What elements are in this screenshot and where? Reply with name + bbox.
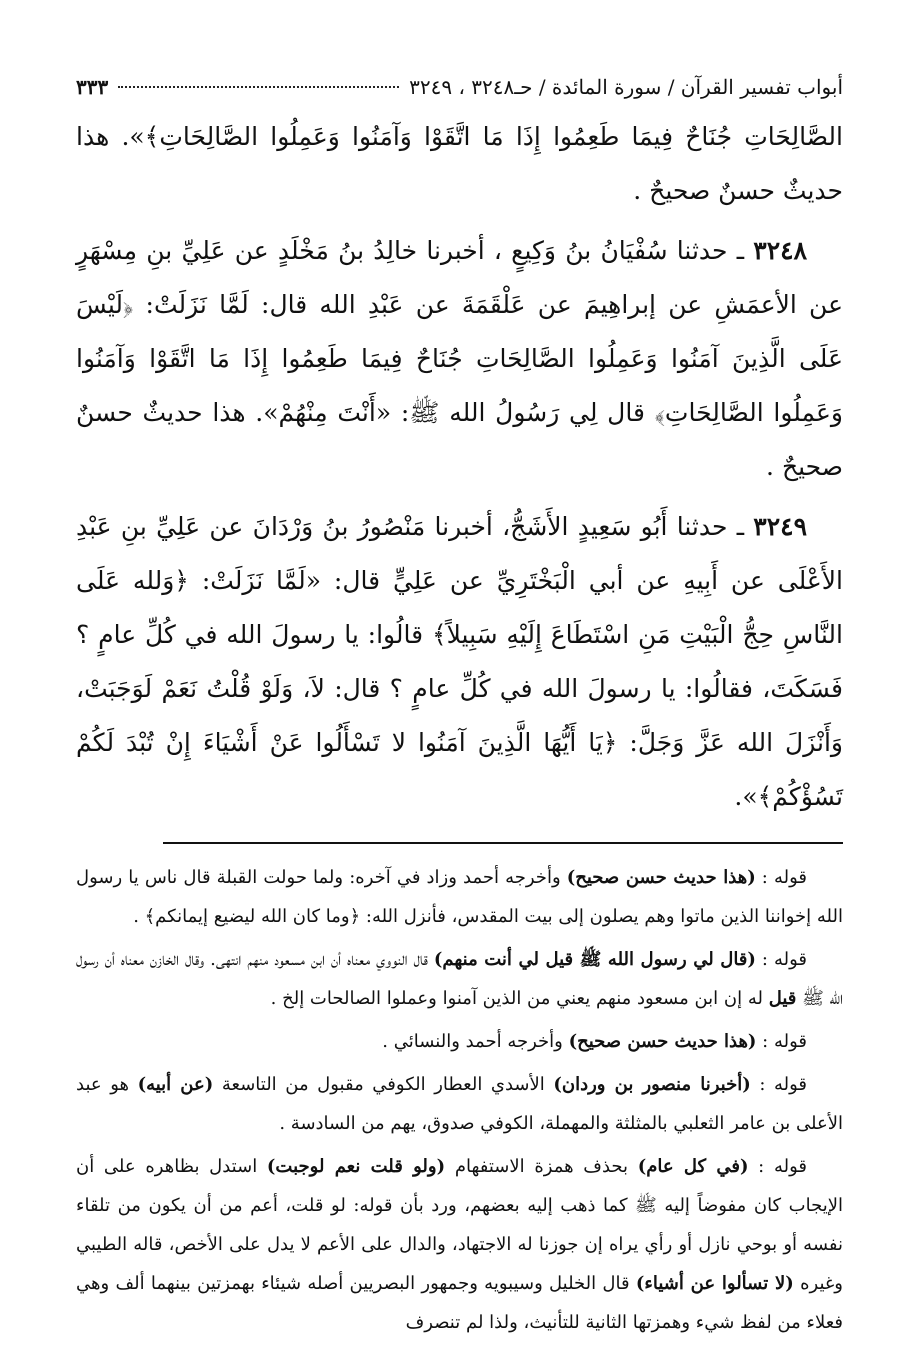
note-text: قال النووي معناه أن ابن مسعود منهم انتهى. وقال الخازن معناه أن رسول الله ﷺ: [76, 949, 843, 1009]
hadith-number: ٣٢٤٨: [753, 236, 807, 265]
commentary-note-4: [76, 1065, 843, 1143]
running-header: [76, 72, 843, 106]
commentary-note-2: [76, 940, 843, 1018]
page-number: ٣٣٣: [76, 75, 109, 99]
note-quote: (قال لي رسول الله ﷺ قيل لي أنت منهم): [433, 949, 756, 970]
commentary-note-1: [76, 858, 843, 936]
commentary-note-5: [76, 1147, 843, 1342]
note-lead: قوله :: [755, 867, 808, 888]
note-text: بحذف همزة الاستفهام: [445, 1156, 638, 1177]
hadith-number: ٣٢٤٩: [753, 512, 807, 541]
note-quote: (في كل عام): [637, 1156, 749, 1177]
note-lead: قوله :: [748, 1156, 807, 1177]
note-text: وأخرجه أحمد والنسائي .: [382, 1031, 569, 1052]
note-lead: قوله :: [756, 1031, 807, 1052]
note-text: استدل بظاهره على أن الإيجاب كان مفوضاً إليه ﷺ كما ذهب إليه بعضهم، ورد بأن قوله: لو قلت، أعم من أن يكون من تلقاء نفسه أو بوحي نازل أو رأي يراه إن جوزنا له الاجتهاد، والدال على الأعم لا يدل على الأخص، قاله الطيبي وغيره: [76, 1156, 843, 1294]
note-text: الأسدي العطار الكوفي مقبول من التاسعة: [213, 1074, 554, 1095]
note-quote: (هذا حديث حسن صحيح): [568, 1031, 757, 1052]
note-quote: (هذا حديث حسن صحيح): [566, 867, 756, 888]
note-quote: قيل: [768, 988, 797, 1009]
footnote-divider: [163, 842, 843, 844]
note-text: قال الخليل وسيبويه وجمهور البصريين أصله شيئاء بهمزتين بينهما ألف وهي فعلاء من لفظ شيء وهمزتها الثانية للتأنيث، ولذا لم تنصرف: [76, 1273, 843, 1333]
header-dot-leader: [118, 84, 399, 88]
hadith-text: ـ حدثنا سُفْيَانُ بنُ وَكِيعٍ ، أخبرنا خالِدُ بنُ مَخْلَدٍ عن عَلِيِّ بنِ مِسْهَرٍ عن الأعمَشِ عن إبراهِيمَ عن عَلْقَمَةَ عن عَبْدِ الله قال: لَمَّا نَزَلَتْ: ﴿لَيْسَ عَلَى الَّذِينَ آمَنُوا وَعَمِلُوا الصَّالِحَاتِ جُنَاحٌ فِيمَا طَعِمُوا إِذَا مَا اتَّقَوْا وَآمَنُوا وَعَمِلُوا الصَّالِحَاتِ﴾ قال لِي رَسُولُ الله ﷺ: «أَنْتَ مِنْهُمْ». هذا حديثٌ حسنٌ صحيحٌ .: [76, 236, 843, 481]
note-quote: (لا تسألوا عن أشياء): [635, 1273, 794, 1294]
main-text: [76, 110, 843, 824]
note-text: هو عبد الأعلى بن عامر الثعلبي بالمثلثة والمهملة، الكوفي صدوق، يهم من السادسة .: [76, 1074, 843, 1134]
note-lead: قوله :: [750, 1074, 808, 1095]
note-lead: قوله :: [755, 949, 807, 970]
note-quote: (أخبرنا منصور بن وردان): [553, 1074, 751, 1095]
note-text: وأخرجه أحمد وزاد في آخره: ولما حولت القبلة قال ناس يا رسول الله إخواننا الذين ماتوا وهم يصلون إلى بيت المقدس، فأنزل الله: ﴿وما كان الله ليضيع إيمانكم﴾ .: [76, 867, 843, 927]
header-title: أبواب تفسير القرآن / سورة المائدة / حـ٣٢٤٨ ، ٣٢٤٩: [409, 75, 843, 99]
commentary: [76, 858, 843, 1342]
note-quote: (عن أبيه): [137, 1074, 214, 1095]
hadith-text: ـ حدثنا أَبُو سَعِيدٍ الأَشَجُّ، أخبرنا مَنْصُورُ بنُ وَرْدَانَ عن عَلِيِّ بنِ عَبْدِ الأَعْلَى عن أَبِيهِ عن أبي الْبَخْتَرِيِّ عن عَلِيٍّ قال: «لَمَّا نَزَلَتْ: ﴿وَلله عَلَى النَّاسِ حِجُّ الْبَيْتِ مَنِ اسْتَطَاعَ إِلَيْهِ سَبِيلاً﴾ قالُوا: يا رسولَ الله في كُلِّ عامٍ ؟ فَسَكَتَ، فقالُوا: يا رسولَ الله في كُلِّ عامٍ ؟ قال: لاَ، وَلَوْ قُلْتُ نَعَمْ لَوَجَبَتْ، وَأَنْزَلَ الله عَزَّ وَجَلَّ: ﴿يَا أَيُّهَا الَّذِينَ آمَنُوا لا تَسْأَلُوا عَنْ أَشْيَاءَ إِنْ تُبْدَ لَكُمْ تَسُؤْكُمْ﴾».: [76, 512, 843, 811]
note-text: له إن ابن مسعود منهم يعني من الذين آمنوا وعملوا الصالحات إلخ .: [270, 988, 769, 1009]
commentary-note-3: [76, 1022, 843, 1061]
note-quote: (ولو قلت نعم لوجبت): [266, 1156, 446, 1177]
continuation-paragraph: الصَّالِحَاتِ جُنَاحٌ فِيمَا طَعِمُوا إِذَا مَا اتَّقَوْا وَآمَنُوا وَعَمِلُوا الصَّالِحَاتِ﴾». هذا حديثٌ حسنٌ صحيحٌ .: [76, 122, 843, 205]
hadith-3249: [76, 500, 843, 824]
hadith-3248: [76, 224, 843, 494]
